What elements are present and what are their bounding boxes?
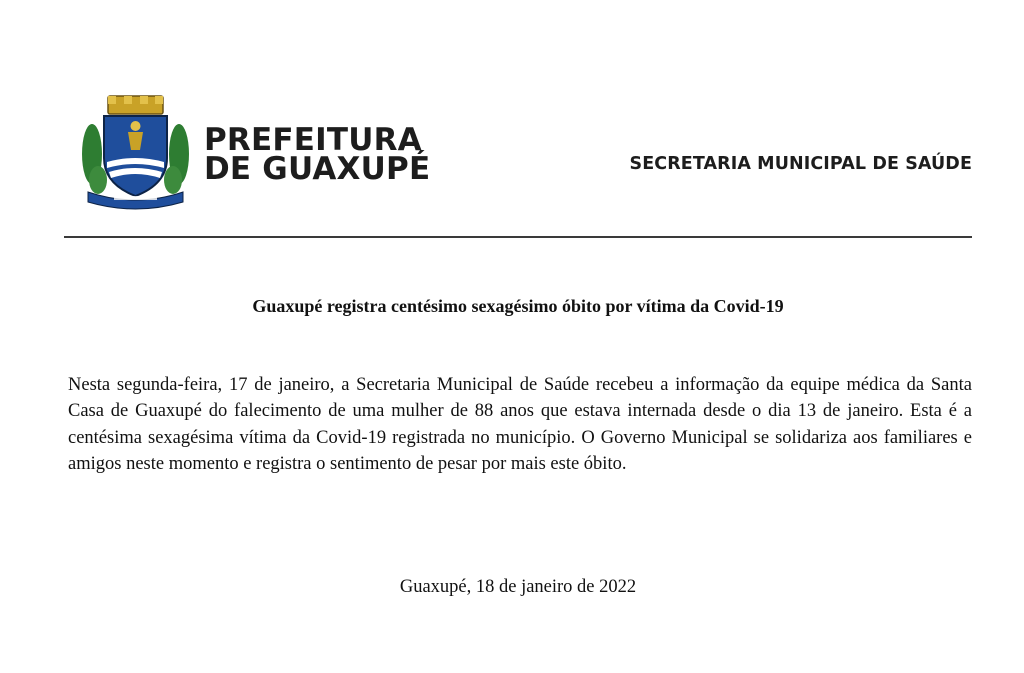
organization-name-line2: DE GUAXUPÉ xyxy=(204,151,431,187)
organization-name xyxy=(204,122,431,187)
department-name: SECRETARIA MUNICIPAL DE SAÚDE xyxy=(629,154,972,174)
notice-body: Nesta segunda-feira, 17 de janeiro, a Secretaria Municipal de Saúde recebeu a informação da equipe médica da Santa Casa de Guaxupé do falecimento de uma mulher de 88 anos que estava internada desde o dia 13 de janeiro. Esta é a centésima sexagésima vítima da Covid-19 registrada no município. O Governo Municipal se solidariza aos familiares e amigos neste momento e registra o sentimento de pesar por mais este óbito. xyxy=(68,375,972,475)
coat-of-arms-icon xyxy=(78,92,193,210)
letterhead xyxy=(78,92,972,212)
organization-name-line1: PREFEITURA xyxy=(204,122,422,158)
place-and-date: Guaxupé, 18 de janeiro de 2022 xyxy=(399,577,637,597)
notice-title: Guaxupé registra centésimo sexagésimo óbito por vítima da Covid-19 xyxy=(252,296,784,316)
header-divider xyxy=(64,236,972,238)
